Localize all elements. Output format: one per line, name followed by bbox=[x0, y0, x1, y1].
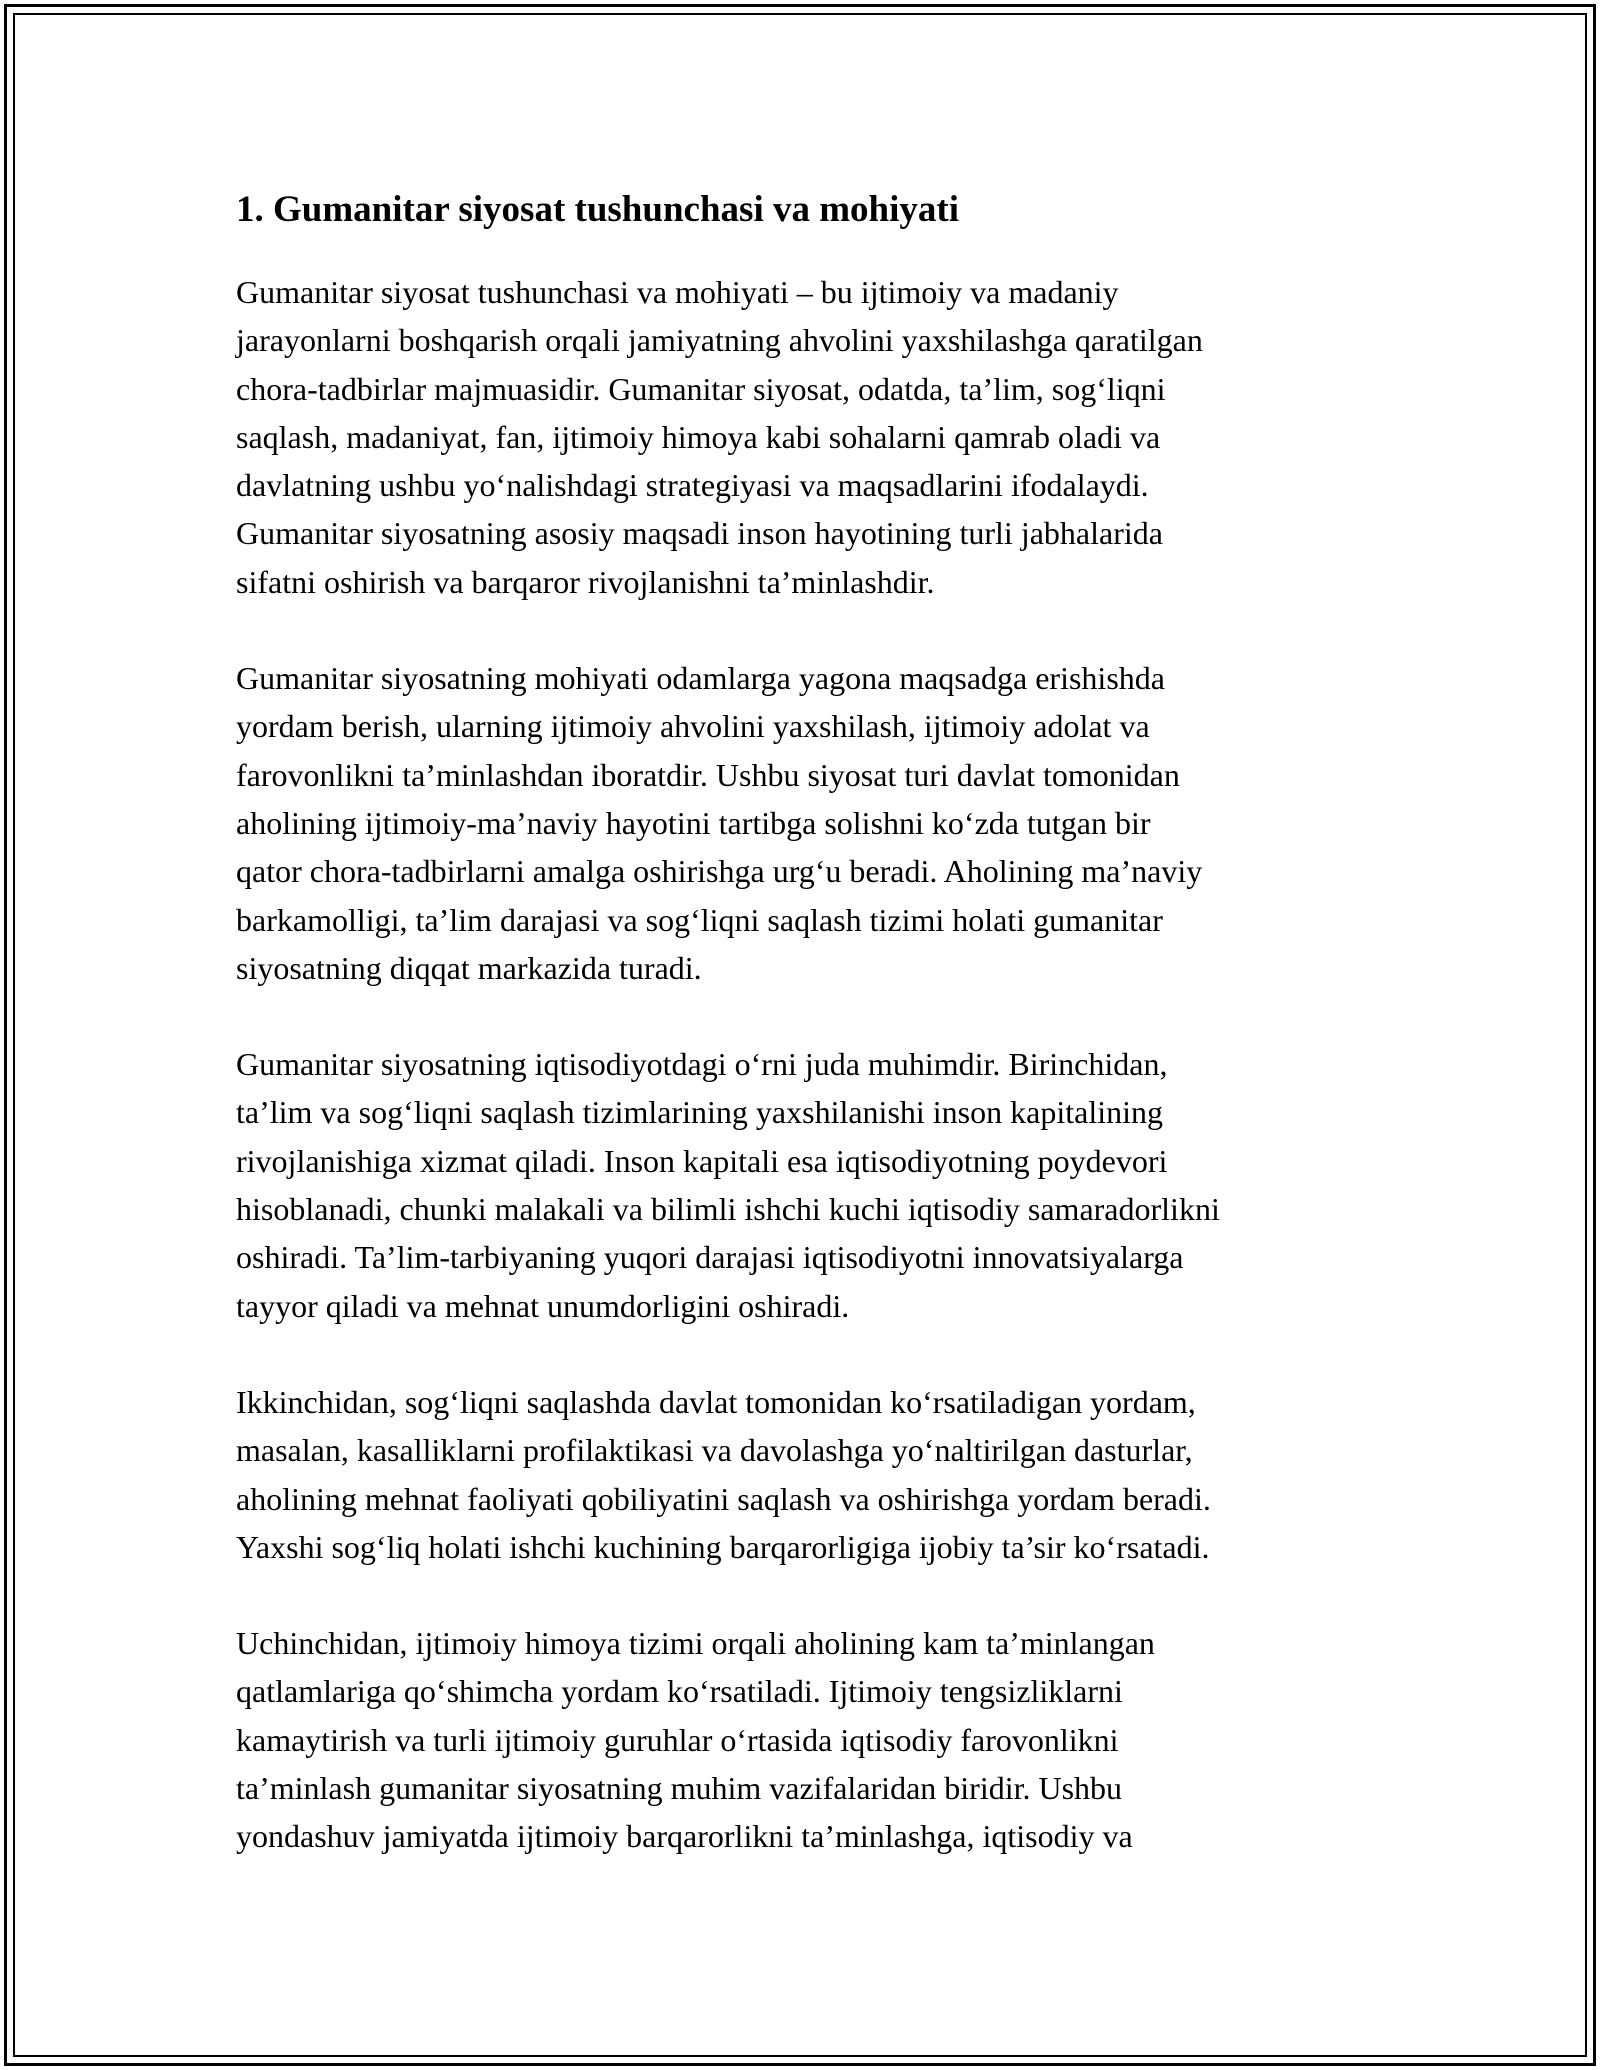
text-line: oshiradi. Ta’lim-tarbiyaning yuqori darajasi iqtisodiyotni innovatsiyalarga bbox=[236, 1239, 1184, 1276]
paragraph-1 bbox=[236, 268, 1376, 606]
text-line: kamaytirish va turli ijtimoiy guruhlar o‘rtasida iqtisodiy farovonlikni bbox=[236, 1721, 1119, 1758]
text-line: qator chora-tadbirlarni amalga oshirishga urg‘u beradi. Aholining ma’naviy bbox=[236, 853, 1203, 890]
text-line: Uchinchidan, ijtimoiy himoya tizimi orqali aholining kam ta’minlangan bbox=[236, 1625, 1155, 1662]
text-line: chora-tadbirlar majmuasidir. Gumanitar siyosat, odatda, ta’lim, sog‘liqni bbox=[236, 370, 1166, 407]
text-line: rivojlanishiga xizmat qiladi. Inson kapitali esa iqtisodiyotning poydevori bbox=[236, 1142, 1168, 1179]
text-line: barkamolligi, ta’lim darajasi va sog‘liqni saqlash tizimi holati gumanitar bbox=[236, 901, 1163, 938]
text-line: Gumanitar siyosatning asosiy maqsadi inson hayotining turli jabhalarida bbox=[236, 515, 1163, 552]
text-line: davlatning ushbu yo‘nalishdagi strategiyasi va maqsadlarini ifodalaydi. bbox=[236, 467, 1149, 504]
section-heading: 1. Gumanitar siyosat tushunchasi va mohiyati bbox=[236, 189, 959, 230]
text-line: Gumanitar siyosatning iqtisodiyotdagi o‘rni juda muhimdir. Birinchidan, bbox=[236, 1046, 1168, 1083]
text-line: saqlash, madaniyat, fan, ijtimoiy himoya kabi sohalarni qamrab oladi va bbox=[236, 418, 1161, 455]
text-line: aholining mehnat faoliyati qobiliyatini saqlash va oshirishga yordam beradi. bbox=[236, 1480, 1211, 1517]
paragraph-2 bbox=[236, 654, 1376, 992]
text-line: Ikkinchidan, sog‘liqni saqlashda davlat tomonidan ko‘rsatiladigan yordam, bbox=[236, 1383, 1196, 1420]
text-line: siyosatning diqqat markazida turadi. bbox=[236, 949, 702, 986]
document-body bbox=[236, 186, 1376, 1909]
text-line: jarayonlarni boshqarish orqali jamiyatning ahvolini yaxshilashga qaratilgan bbox=[236, 322, 1203, 359]
text-line: sifatni oshirish va barqaror rivojlanishni ta’minlashdir. bbox=[236, 563, 935, 600]
text-line: Gumanitar siyosatning mohiyati odamlarga yagona maqsadga erishishda bbox=[236, 660, 1165, 697]
text-line: qatlamlariga qo‘shimcha yordam ko‘rsatiladi. Ijtimoiy tengsizliklarni bbox=[236, 1673, 1123, 1710]
text-line: yordam berish, ularning ijtimoiy ahvolini yaxshilash, ijtimoiy adolat va bbox=[236, 708, 1150, 745]
text-line: hisoblanadi, chunki malakali va bilimli ishchi kuchi iqtisodiy samaradorlikni bbox=[236, 1191, 1220, 1228]
text-line: yondashuv jamiyatda ijtimoiy barqarorlikni ta’minlashga, iqtisodiy va bbox=[236, 1818, 1133, 1855]
paragraph-3 bbox=[236, 1040, 1376, 1330]
text-line: tayyor qiladi va mehnat unumdorligini oshiradi. bbox=[236, 1287, 850, 1324]
paragraph-5 bbox=[236, 1619, 1376, 1860]
text-line: aholining ijtimoiy-ma’naviy hayotini tartibga solishni ko‘zda tutgan bir bbox=[236, 804, 1151, 841]
text-line: farovonlikni ta’minlashdan iboratdir. Ushbu siyosat turi davlat tomonidan bbox=[236, 756, 1180, 793]
text-line: Yaxshi sog‘liq holati ishchi kuchining barqarorligiga ijobiy ta’sir ko‘rsatadi. bbox=[236, 1528, 1210, 1565]
text-line: masalan, kasalliklarni profilaktikasi va davolashga yo‘naltirilgan dasturlar, bbox=[236, 1432, 1193, 1469]
text-line: ta’minlash gumanitar siyosatning muhim vazifalaridan biridir. Ushbu bbox=[236, 1770, 1123, 1807]
paragraph-4 bbox=[236, 1378, 1376, 1571]
text-line: ta’lim va sog‘liqni saqlash tizimlarining yaxshilanishi inson kapitalining bbox=[236, 1094, 1163, 1131]
text-line: Gumanitar siyosat tushunchasi va mohiyati – bu ijtimoiy va madaniy bbox=[236, 274, 1119, 310]
